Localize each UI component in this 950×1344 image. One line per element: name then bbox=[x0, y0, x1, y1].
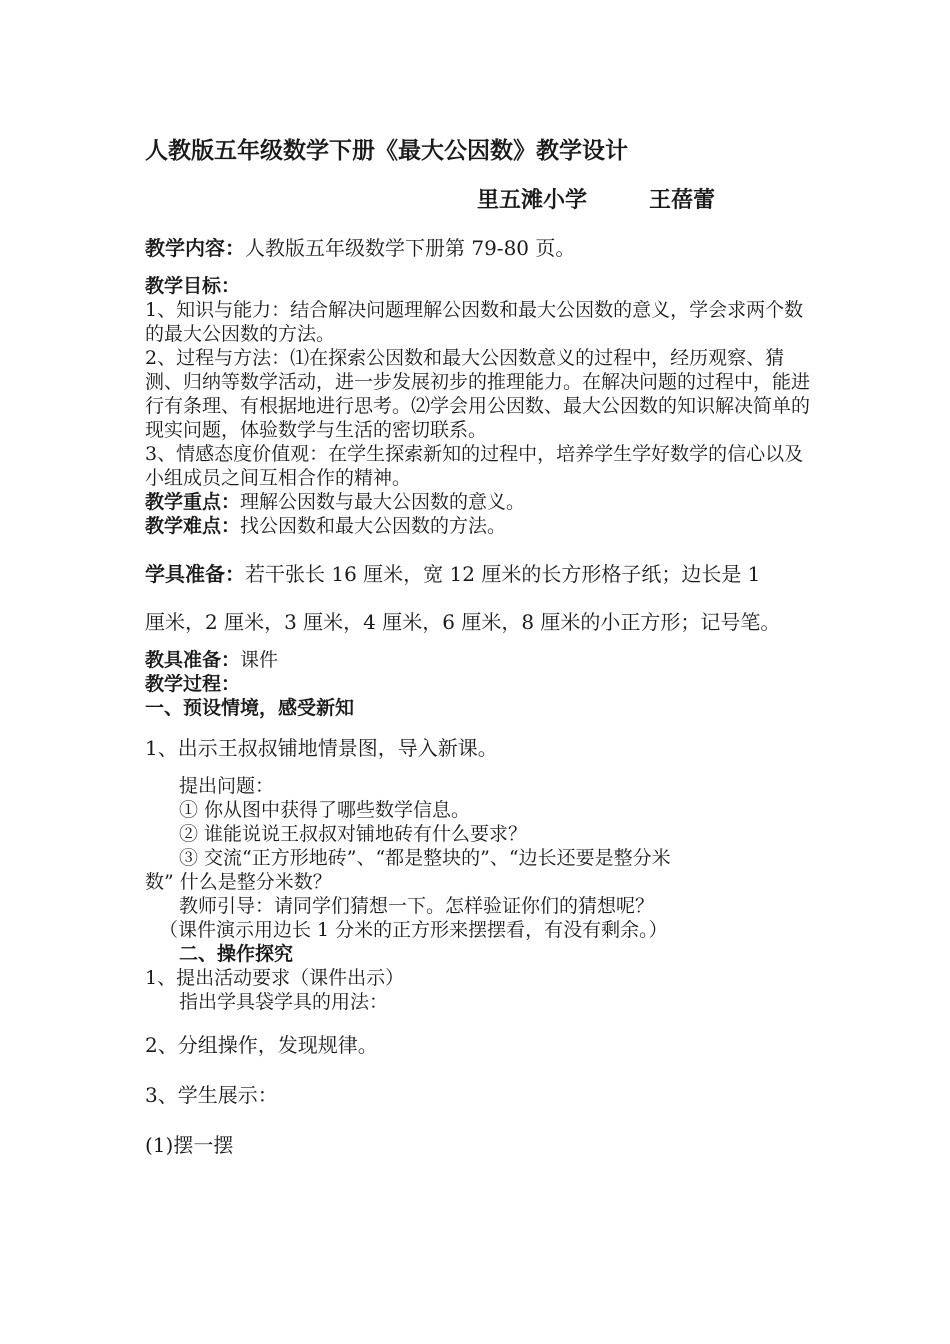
student-tools-label: 学具准备： bbox=[145, 562, 245, 586]
courseware-demo: （课件演示用边长 1 分米的正方形来摆摆看，有没有剩余。） bbox=[159, 919, 668, 941]
difficulty-label: 教学难点： bbox=[145, 515, 241, 537]
goal-item-1: 1、知识与能力：结合解决问题理解公因数和最大公因数的意义，学会求两个数的最大公因数的方法。 bbox=[145, 299, 804, 345]
key-point bbox=[145, 490, 810, 514]
key-point-text: 理解公因数与最大公因数的意义。 bbox=[240, 491, 526, 513]
question-1: ① 你从图中获得了哪些数学信息。 bbox=[179, 799, 471, 821]
ask-label: 提出问题： bbox=[179, 775, 275, 797]
author-school: 里五滩小学 bbox=[477, 188, 588, 213]
difficulty bbox=[145, 514, 810, 538]
student-tools-line2: 厘米，2 厘米，3 厘米，4 厘米，6 厘米，8 厘米的小正方形；记号笔。 bbox=[145, 610, 781, 634]
teaching-prep-process bbox=[145, 648, 810, 720]
teaching-goals-label: 教学目标： bbox=[145, 275, 241, 297]
teaching-content bbox=[145, 236, 810, 260]
teaching-goals bbox=[145, 274, 810, 538]
section2-step2: 2、分组操作，发现规律。 bbox=[145, 1033, 378, 1057]
question-2: ② 谁能说说王叔叔对铺地砖有什么要求？ bbox=[179, 823, 528, 845]
student-tools-line1: 若干张长 16 厘米，宽 12 厘米的长方形格子纸；边长是 1 bbox=[245, 562, 761, 586]
question-3a: ③ 交流“正方形地砖”、“都是整块的”、“边长还要是整分米 bbox=[179, 847, 671, 869]
author-line bbox=[477, 187, 715, 215]
teacher-guide: 教师引导：请同学们猜想一下。怎样验证你们的猜想呢？ bbox=[179, 895, 655, 917]
document-title: 人教版五年级数学下册《最大公因数》教学设计 bbox=[145, 138, 628, 164]
goal-item-2: 2、过程与方法：⑴在探索公因数和最大公因数意义的过程中，经历观察、猜测、归纳等数学活动，进一步发展初步的推理能力。在解决问题的过程中，能进行有条理、有根据地进行思考。⑵学会用公因数、最大公因数的知识解决简单的现实问题，体验数学与生活的密切联系。 bbox=[145, 347, 811, 441]
teacher-tools-label: 教具准备： bbox=[145, 649, 241, 671]
teacher-tools-text: 课件 bbox=[240, 649, 279, 671]
teaching-content-label: 教学内容： bbox=[145, 236, 245, 260]
section2-heading: 二、操作探究 bbox=[179, 943, 294, 965]
difficulty-text: 找公因数和最大公因数的方法。 bbox=[240, 515, 507, 537]
student-tools bbox=[145, 562, 810, 586]
section2-step1: 1、提出活动要求（课件出示） bbox=[145, 967, 405, 989]
goal-item-3: 3、情感态度价值观：在学生探索新知的过程中，培养学生学好数学的信心以及小组成员之间互相合作的精神。 bbox=[145, 443, 804, 489]
key-point-label: 教学重点： bbox=[145, 491, 241, 513]
section1-step1: 1、出示王叔叔铺地情景图，导入新课。 bbox=[145, 736, 498, 760]
teacher-tools bbox=[145, 648, 810, 672]
author-name: 王蓓蕾 bbox=[649, 188, 716, 213]
section2-step1-sub: 指出学具袋学具的用法： bbox=[179, 991, 389, 1013]
section2-step3: 3、学生展示： bbox=[145, 1083, 278, 1107]
section1-heading: 一、预设情境，感受新知 bbox=[145, 697, 355, 719]
question-3b: 数” 什么是整分米数？ bbox=[145, 871, 332, 893]
section1-questions bbox=[145, 774, 810, 1014]
teaching-content-text: 人教版五年级数学下册第 79-80 页。 bbox=[245, 236, 576, 260]
section2-sub1: (1)摆一摆 bbox=[145, 1133, 234, 1157]
process-label: 教学过程： bbox=[145, 673, 241, 695]
